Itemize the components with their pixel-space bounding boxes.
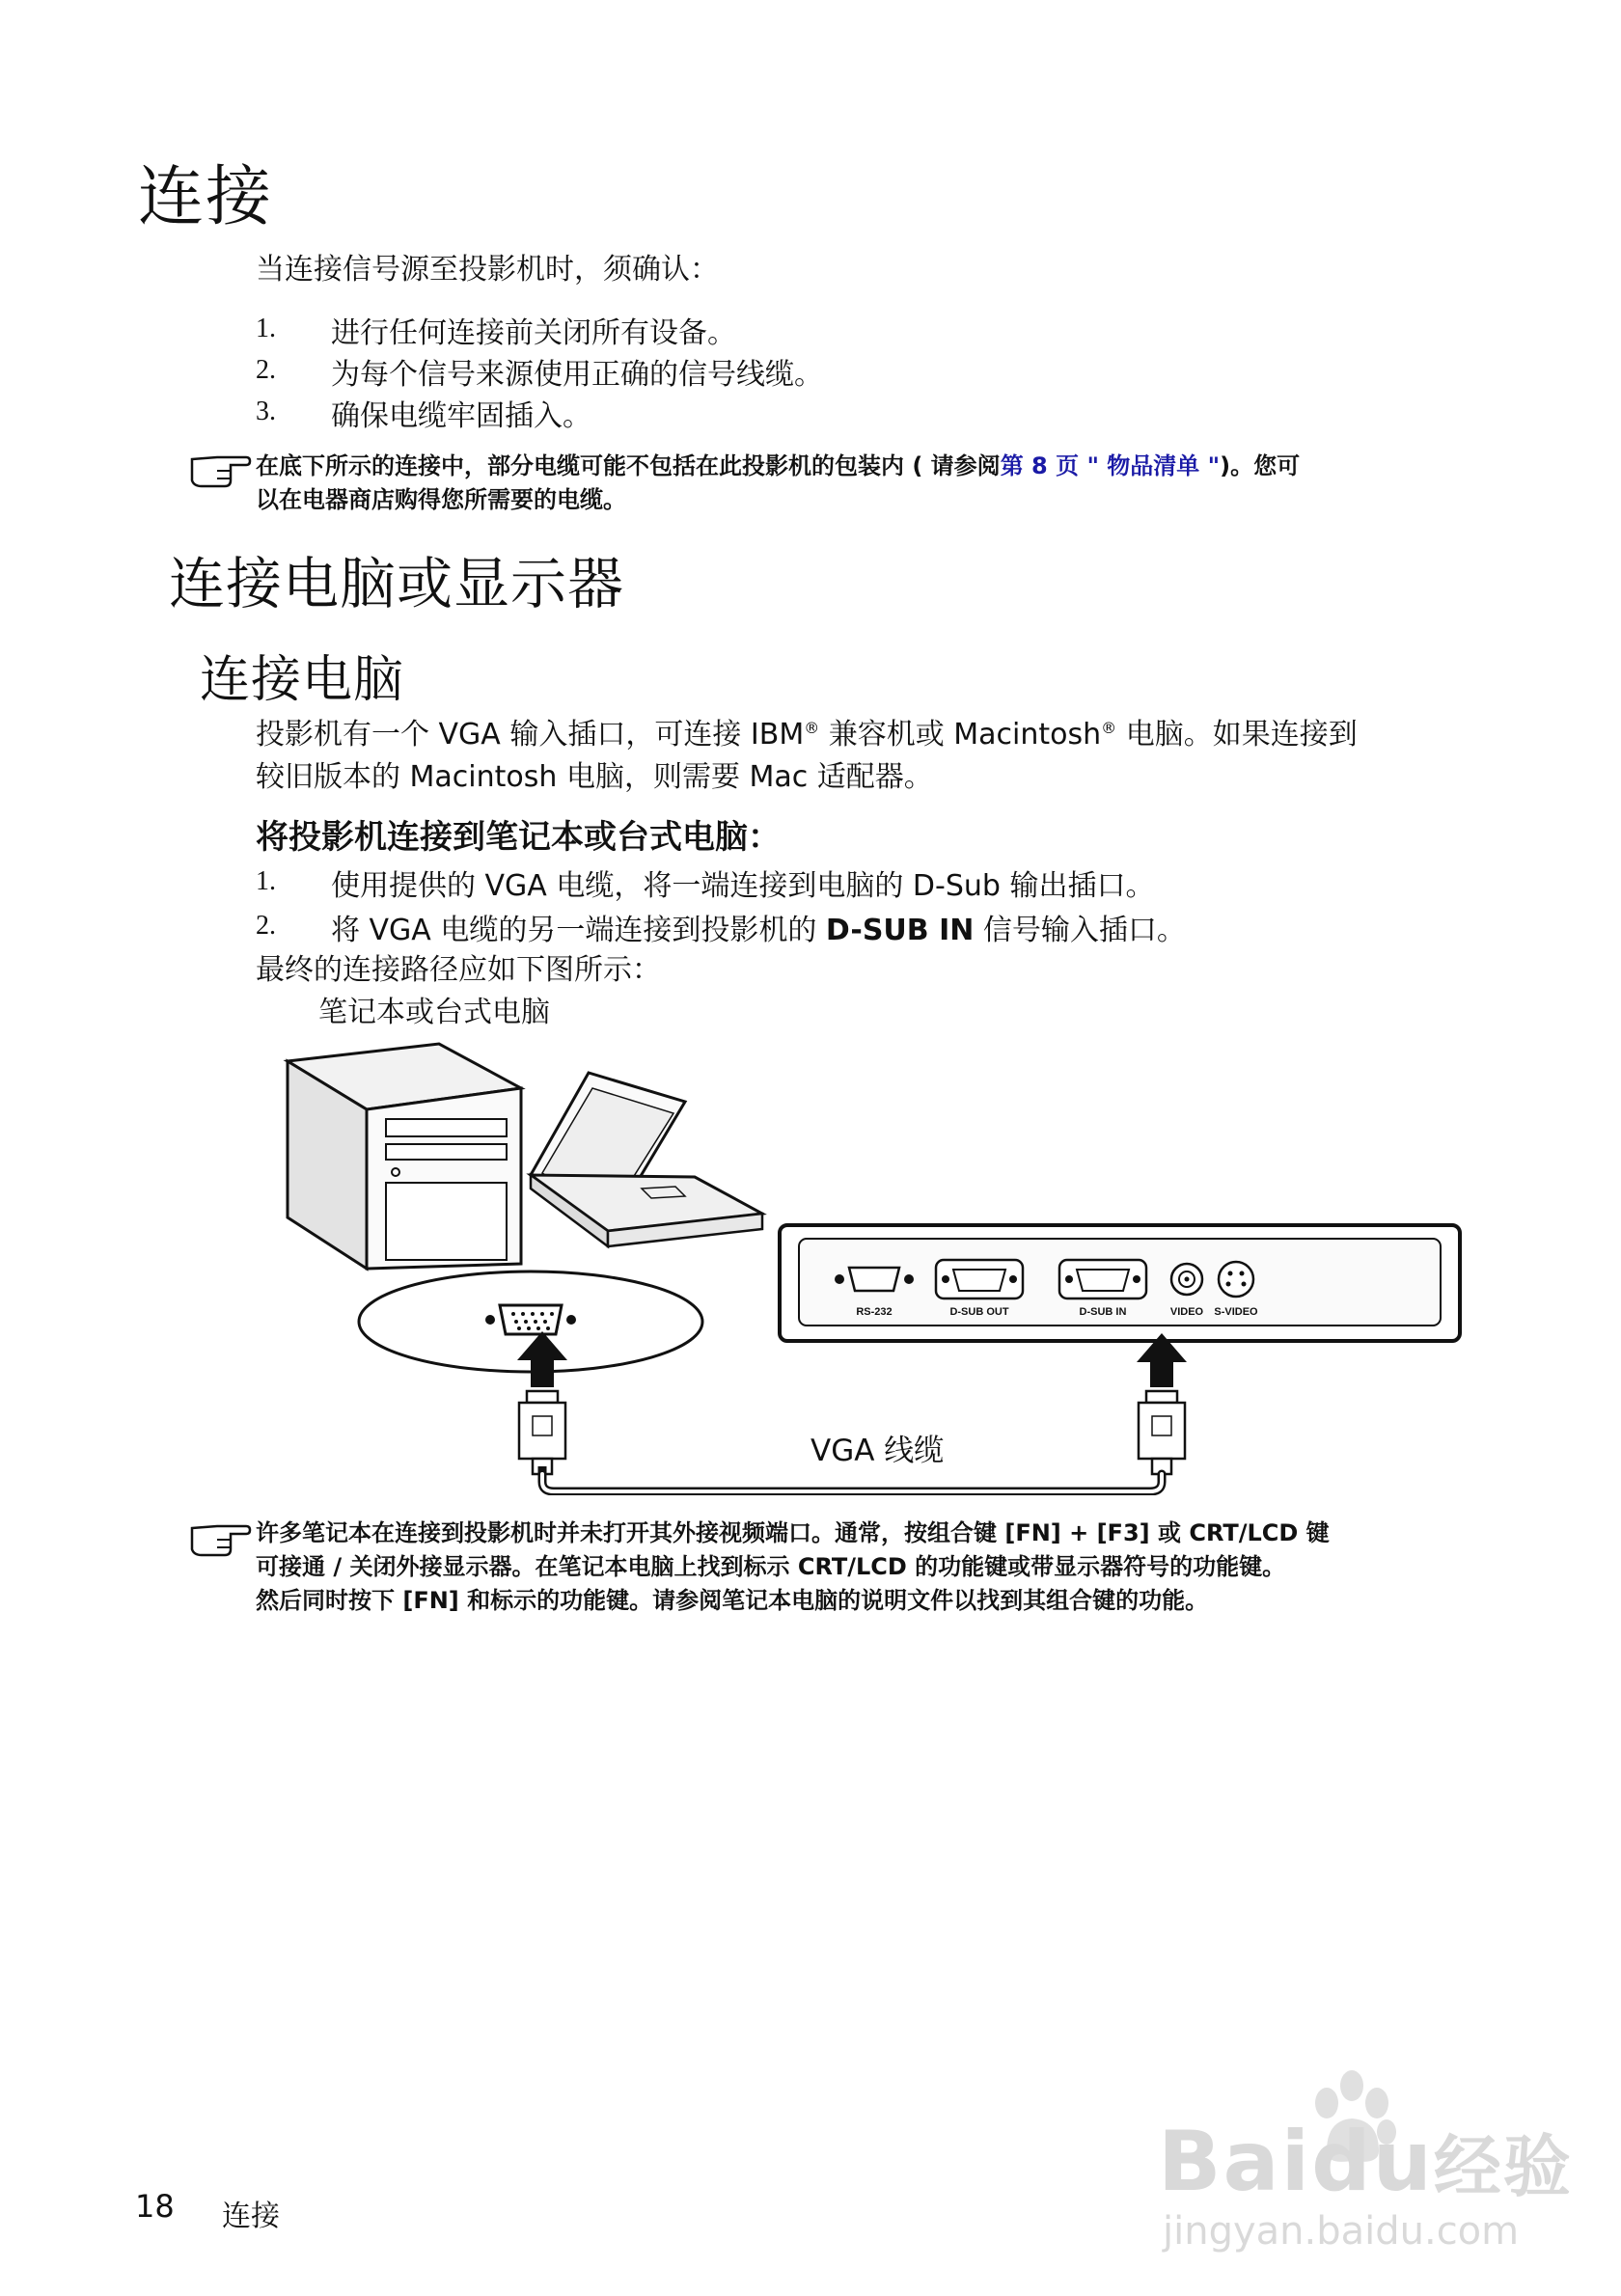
step-text: 使用提供的 VGA 电缆，将一端连接到电脑的 D-Sub 输出插口。: [331, 869, 1155, 903]
projector-panel: [780, 1225, 1460, 1341]
cable-label: VGA 线缆: [810, 1434, 945, 1468]
step-text-part: 将 VGA 电缆的另一端连接到投影机的: [331, 914, 826, 947]
intro-text: 当连接信号源至投影机时，须确认：: [256, 253, 719, 287]
para-text: 投影机有一个 VGA 输入插口，可连接 IBM: [256, 718, 805, 752]
note-hand-icon: [188, 451, 252, 490]
note-text: 可接通 / 关闭外接显示器。在笔记本电脑上找到标示 CRT/LCD 的功能键或带显示器符号的功能键。: [256, 1553, 1286, 1580]
note-text: 然后同时按下 [FN] 和标示的功能键。请参阅笔记本电脑的说明文件以找到其组合键的功能。: [256, 1587, 1209, 1614]
footer-title: 连接: [222, 2200, 280, 2233]
note-text: 以在电器商店购得您所需要的电缆。: [256, 486, 626, 513]
step-text: 为每个信号来源使用正确的信号线缆。: [331, 358, 823, 392]
computer-label: 笔记本或台式电脑: [318, 996, 550, 1029]
note-text: 许多笔记本在连接到投影机时并未打开其外接视频端口。通常，按组合键 [FN] + [F3] 或 CRT/LCD 键: [256, 1519, 1330, 1546]
port-label: VIDEO: [1169, 1306, 1204, 1318]
dsub-in-port: [1059, 1260, 1146, 1298]
connection-diagram: [270, 1032, 1467, 1495]
vga-cable: [542, 1466, 1162, 1491]
step-text: 确保电缆牢固插入。: [331, 399, 591, 433]
watermark-url: jingyan.baidu.com: [1163, 2209, 1520, 2254]
registered-mark: ®: [1101, 719, 1117, 737]
port-label: S-VIDEO: [1214, 1306, 1258, 1318]
dsub-in-label: D-SUB IN: [825, 914, 975, 947]
note-text: 在底下所示的连接中，部分电缆可能不包括在此投影机的包装内 ( 请参阅: [256, 452, 1001, 479]
para-text: 兼容机或 Macintosh: [819, 718, 1102, 752]
watermark-logo: [1158, 2113, 1573, 2210]
video-port: [1171, 1264, 1202, 1295]
vga-plug-left: [519, 1391, 565, 1474]
step-text: [331, 906, 1186, 948]
step-number: 1.: [256, 314, 276, 343]
vga-paragraph: [256, 707, 1510, 799]
dsub-out-port: [936, 1260, 1023, 1298]
watermark-text: du: [1311, 2114, 1434, 2210]
note-laptop-external: [256, 1517, 1500, 1618]
step-text: 进行任何连接前关闭所有设备。: [331, 316, 736, 350]
para-text: 较旧版本的 Macintosh 电脑，则需要 Mac 适配器。: [256, 760, 933, 794]
step-text-part: 信号输入插口。: [974, 914, 1186, 947]
desktop-computer-icon: [288, 1044, 521, 1269]
procedure-title: 将投影机连接到笔记本或台式电脑：: [256, 818, 781, 857]
note-cables: [256, 450, 1471, 517]
packing-list-link[interactable]: 第 8 页 " 物品清单 ": [1000, 452, 1221, 479]
step-number: 1.: [256, 866, 276, 896]
step-number: 2.: [256, 355, 276, 385]
watermark-text: 经验: [1433, 2127, 1573, 2206]
para-text: 电脑。如果连接到: [1116, 718, 1358, 752]
registered-mark: ®: [804, 719, 820, 737]
port-label: D-SUB OUT: [949, 1306, 1009, 1318]
note-hand-icon: [188, 1520, 252, 1559]
laptop-icon: [531, 1073, 762, 1246]
page-number: 18: [135, 2188, 175, 2225]
subsection-title: 连接电脑: [200, 651, 405, 709]
section-title: 连接电脑或显示器: [169, 551, 625, 616]
step-number: 3.: [256, 396, 276, 426]
watermark-text: Bai: [1158, 2114, 1312, 2210]
result-text: 最终的连接路径应如下图所示：: [256, 953, 661, 987]
port-label: RS-232: [856, 1306, 893, 1318]
step-number: 2.: [256, 911, 276, 941]
port-label: D-SUB IN: [1079, 1306, 1127, 1318]
svideo-port: [1219, 1262, 1253, 1297]
page-title: 连接: [138, 159, 274, 235]
vga-plug-right: [1139, 1391, 1185, 1474]
note-text: )。您可: [1220, 452, 1301, 479]
